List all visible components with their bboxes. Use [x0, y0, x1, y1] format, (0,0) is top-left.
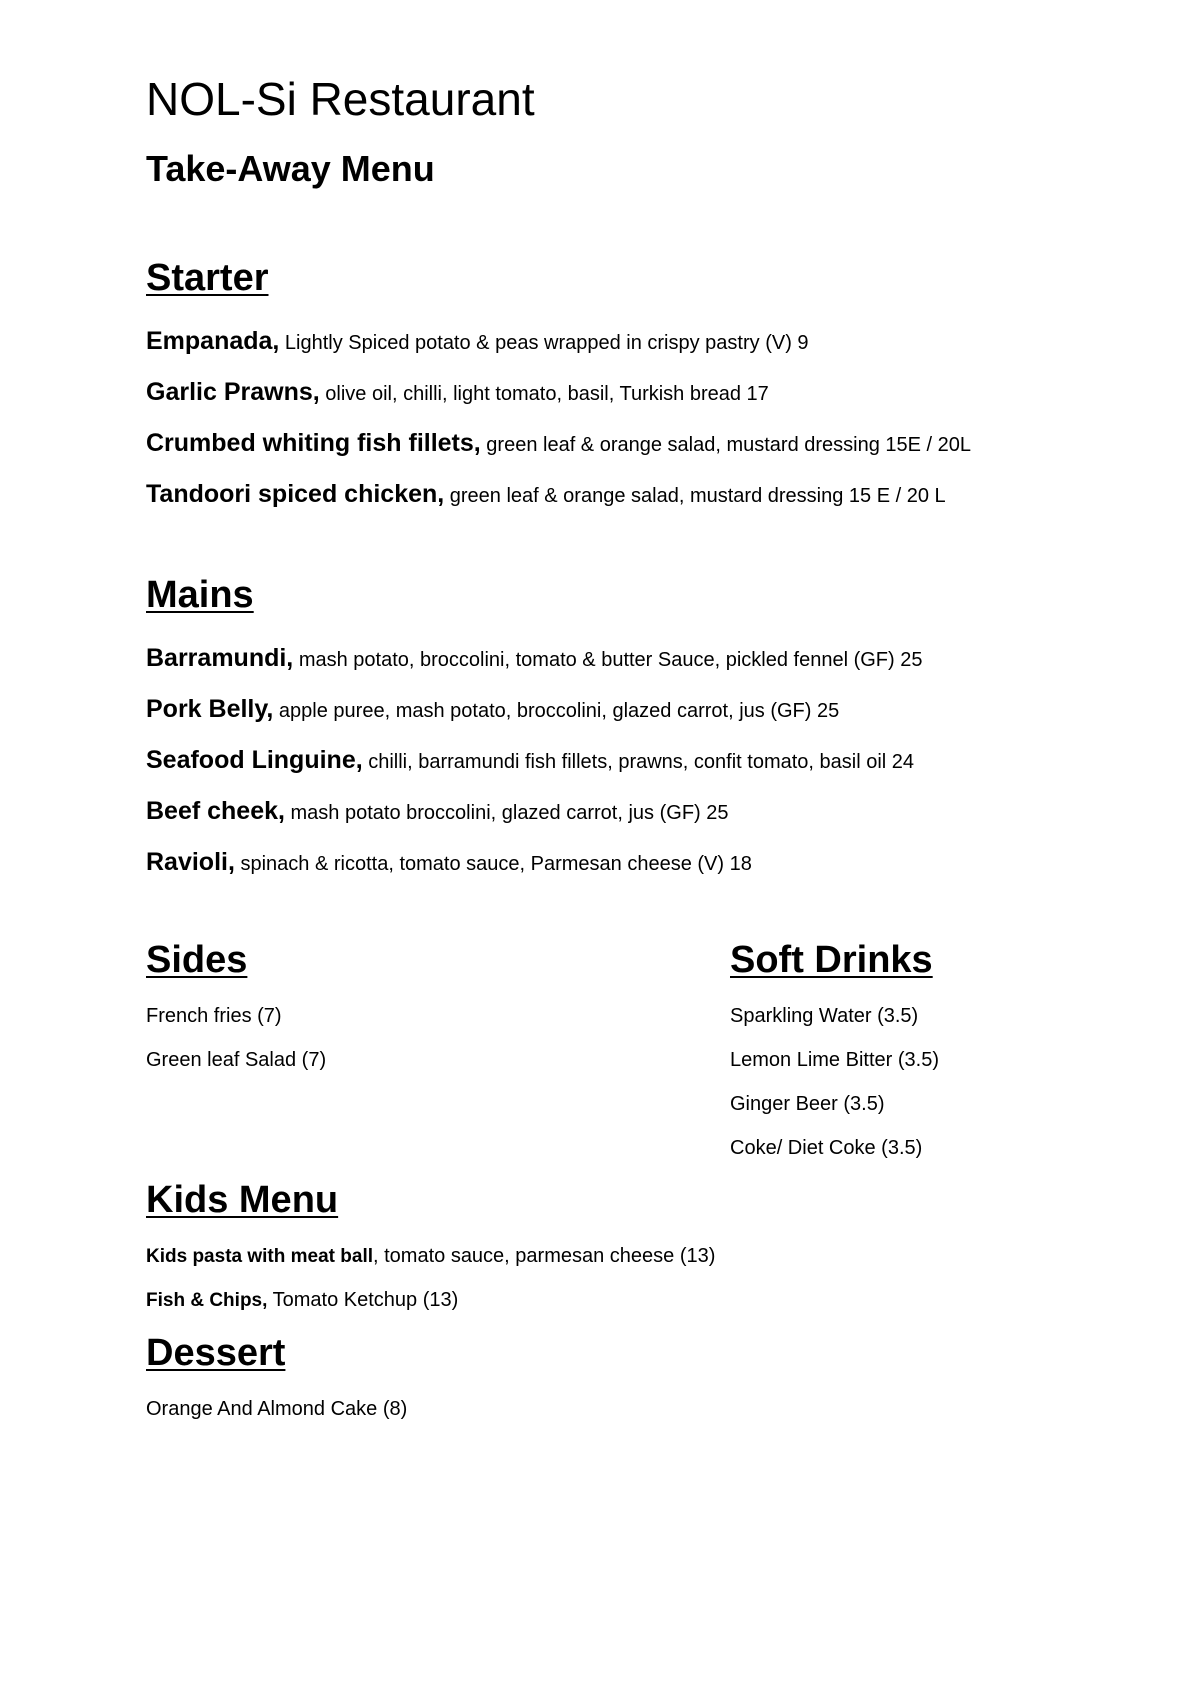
starter-item [146, 428, 971, 458]
item-description: spinach & ricotta, tomato sauce, Parmesan cheese (V) 18 [234, 853, 752, 875]
item-name: Garlic Prawns, [146, 378, 320, 406]
soft-drinks-item: Sparkling Water (3.5) [730, 1005, 919, 1027]
menu-subtitle: Take-Away Menu [146, 148, 435, 189]
dessert-item: Orange And Almond Cake (8) [146, 1398, 408, 1420]
mains-item [146, 694, 839, 724]
item-name: Crumbed whiting fish fillets, [146, 429, 481, 457]
item-description: mash potato, broccolini, tomato & butter Sauce, pickled fennel (GF) 25 [293, 649, 923, 671]
starter-item [146, 326, 809, 356]
mains-heading: Mains [146, 574, 254, 616]
item-description: green leaf & orange salad, mustard dressing 15 E / 20 L [444, 485, 946, 507]
kids-item [146, 1244, 715, 1269]
item-description: chilli, barramundi fish fillets, prawns, confit tomato, basil oil 24 [362, 751, 915, 773]
sides-item: Green leaf Salad (7) [146, 1049, 327, 1071]
item-description: Tomato Ketchup (13) [267, 1289, 459, 1311]
starter-item [146, 377, 769, 407]
mains-item [146, 796, 729, 826]
item-description: , tomato sauce, parmesan cheese (13) [373, 1245, 716, 1267]
mains-item [146, 847, 752, 877]
mains-item [146, 745, 914, 775]
item-name: Seafood Linguine, [146, 746, 363, 774]
item-description: olive oil, chilli, light tomato, basil, Turkish bread 17 [319, 383, 769, 405]
item-name: Empanada, [146, 327, 280, 355]
starter-heading: Starter [146, 257, 269, 299]
kids-item [146, 1288, 458, 1313]
soft-drinks-heading: Soft Drinks [730, 939, 933, 981]
item-name: Kids pasta with meat ball [146, 1246, 373, 1267]
item-name: Barramundi, [146, 644, 294, 672]
item-name: Fish & Chips, [146, 1290, 268, 1311]
item-name: Ravioli, [146, 848, 235, 876]
item-name: Beef cheek, [146, 797, 285, 825]
dessert-heading: Dessert [146, 1332, 286, 1374]
item-name: Tandoori spiced chicken, [146, 480, 445, 508]
sides-item: French fries (7) [146, 1005, 282, 1027]
mains-item [146, 643, 922, 673]
item-description: green leaf & orange salad, mustard dressing 15E / 20L [480, 434, 972, 456]
item-name: Pork Belly, [146, 695, 274, 723]
soft-drinks-item: Ginger Beer (3.5) [730, 1093, 885, 1115]
starter-item [146, 479, 946, 509]
soft-drinks-item: Lemon Lime Bitter (3.5) [730, 1049, 939, 1071]
sides-heading: Sides [146, 939, 248, 981]
item-description: Lightly Spiced potato & peas wrapped in crispy pastry (V) 9 [279, 332, 809, 354]
kids-menu-heading: Kids Menu [146, 1179, 339, 1221]
restaurant-title: NOL-Si Restaurant [146, 73, 535, 125]
item-description: apple puree, mash potato, broccolini, glazed carrot, jus (GF) 25 [273, 700, 840, 722]
soft-drinks-item: Coke/ Diet Coke (3.5) [730, 1137, 923, 1159]
item-description: mash potato broccolini, glazed carrot, jus (GF) 25 [284, 802, 729, 824]
